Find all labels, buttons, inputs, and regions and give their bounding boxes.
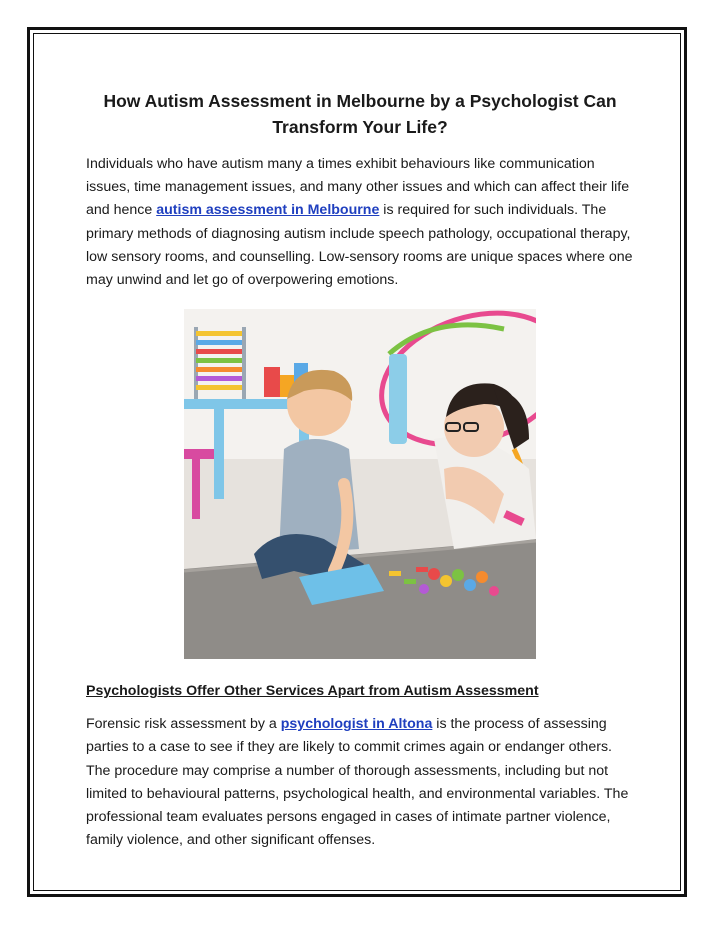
intro-paragraph bbox=[86, 153, 634, 292]
body-text-start: Forensic risk assessment by a bbox=[86, 716, 281, 733]
child-and-therapist-illustration bbox=[184, 309, 536, 659]
section-heading: Psychologists Offer Other Services Apart from Autism Assessment bbox=[86, 683, 539, 700]
body-paragraph bbox=[86, 713, 634, 852]
autism-assessment-link[interactable]: autism assessment in Melbourne bbox=[156, 202, 380, 219]
article bbox=[86, 88, 634, 852]
therapy-photo bbox=[184, 309, 536, 659]
body-text-end: is the process of assessing parties to a case to see if they are likely to commit crimes again or endanger others. The procedure may comprise a number of thorough assessments, including but not limited to behavioural patterns, psychological health, and environmental variables. The professional team evaluates persons engaged in cases of intimate partner violence, family violence, and other significant offenses. bbox=[86, 716, 629, 849]
intro-text-start: Individuals who have autism many a times exhibit behaviours like communication issues, time management issues, and many other issues and which can affect their life and hence bbox=[86, 156, 630, 219]
article-title: How Autism Assessment in Melbourne by a Psychologist Can Transform Your Life? bbox=[103, 91, 617, 137]
intro-text-end: is required for such individuals. The primary methods of diagnosing autism include speech pathology, occupational therapy, low sensory rooms, and counselling. Low-sensory rooms are unique spaces where one may unwind and let go of overpowering emotions. bbox=[86, 202, 633, 289]
psychologist-altona-link[interactable]: psychologist in Altona bbox=[280, 716, 433, 733]
